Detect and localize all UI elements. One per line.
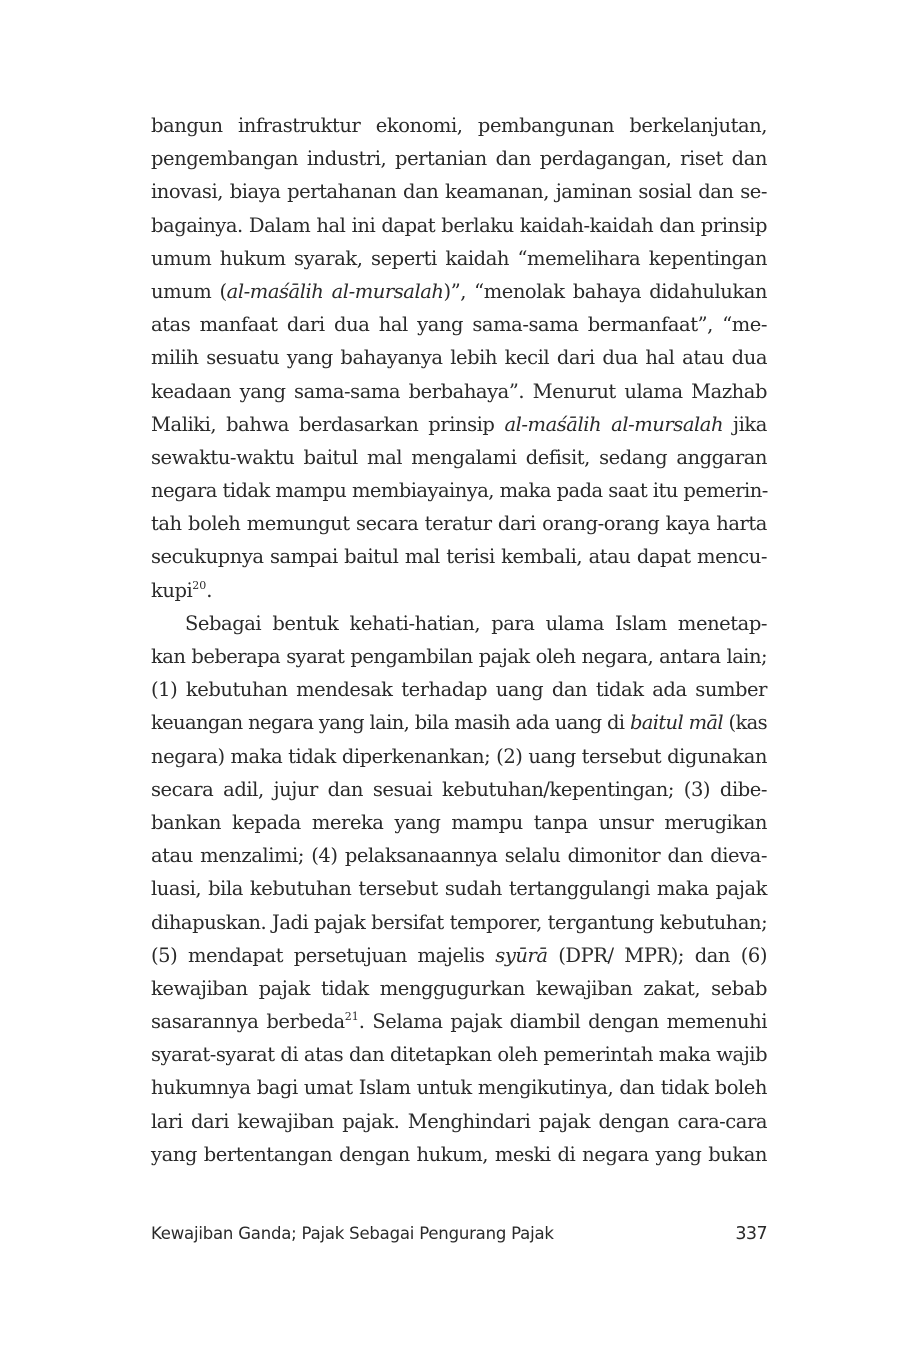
text-line xyxy=(151,1005,767,1038)
text-segment: (5) mendapat persetujuan majelis xyxy=(151,943,496,967)
text-line: yang bertentangan dengan hukum, meski di negara yang bukan xyxy=(151,1142,767,1166)
italic-term: syūrā xyxy=(495,943,548,967)
text-segment: jika xyxy=(723,412,767,436)
text-line xyxy=(151,939,767,972)
text-line: secara adil, jujur dan sesuai kebutuhan/kepentingan; (3) dibe- xyxy=(151,777,767,801)
text-line: atau menzalimi; (4) pelaksanaannya selalu dimonitor dan dieva- xyxy=(151,844,767,868)
body-text xyxy=(151,109,767,1171)
text-line xyxy=(151,706,767,739)
footnote-reference: 21 xyxy=(344,1010,359,1024)
paragraph xyxy=(151,109,767,607)
text-line: sewaktu-waktu baitul mal mengalami defisit, sedang anggaran xyxy=(151,445,767,469)
text-line: kewajiban pajak tidak menggugurkan kewajiban zakat, sebab xyxy=(151,976,767,1000)
text-line: umum hukum syarak, seperti kaidah “memelihara kepentingan xyxy=(151,246,767,270)
footnote-reference: 20 xyxy=(192,578,207,592)
text-line: Sebagai bentuk kehati-hatian, para ulama Islam menetap- xyxy=(185,611,767,635)
text-segment: kupi xyxy=(151,578,193,602)
text-line: tah boleh memungut secara teratur dari orang-orang kaya harta xyxy=(151,512,767,536)
italic-term: al-maśālih al-mursalah xyxy=(504,412,724,436)
page-footer xyxy=(151,1222,767,1246)
text-line xyxy=(151,275,767,308)
text-line: milih sesuatu yang bahayanya lebih kecil dari dua hal atau dua xyxy=(151,346,767,370)
text-segment: keuangan negara yang lain, bila masih ada uang di xyxy=(151,711,630,735)
paragraph xyxy=(151,607,767,1171)
text-line: syarat-syarat di atas dan ditetapkan oleh pemerintah maka wajib xyxy=(151,1043,768,1067)
text-line: keadaan yang sama-sama berbahaya”. Menurut ulama Mazhab xyxy=(151,379,767,403)
text-segment: (kas xyxy=(722,711,767,735)
text-line: luasi, bila kebutuhan tersebut sudah tertanggulangi maka pajak xyxy=(151,877,767,901)
text-line: bangun infrastruktur ekonomi, pembangunan berkelanjutan, xyxy=(151,114,767,137)
italic-term: al-maśālih al-mursalah xyxy=(226,279,444,303)
text-line: inovasi, biaya pertahanan dan keamanan, jaminan sosial dan se- xyxy=(151,180,767,204)
text-line: negara tidak mampu membiayainya, maka pada saat itu pemerin- xyxy=(151,479,768,503)
page-number: 337 xyxy=(735,1224,767,1244)
text-line: hukumnya bagi umat Islam untuk mengikutinya, dan tidak boleh xyxy=(151,1076,767,1100)
text-segment: . Selama pajak diambil dengan memenuhi xyxy=(358,1010,767,1034)
text-segment: (DPR/ MPR); dan (6) xyxy=(547,943,767,967)
text-line xyxy=(151,574,767,607)
text-line: negara) maka tidak diperkenankan; (2) uang tersebut digunakan xyxy=(151,744,767,768)
italic-term: baitul māl xyxy=(629,711,723,735)
text-line: lari dari kewajiban pajak. Menghindari pajak dengan cara-cara xyxy=(151,1109,767,1133)
text-line: atas manfaat dari dua hal yang sama-sama bermanfaat”, “me- xyxy=(151,313,767,337)
running-title: Kewajiban Ganda; Pajak Sebagai Pengurang Pajak xyxy=(151,1224,554,1243)
text-line xyxy=(151,408,767,441)
text-line: (1) kebutuhan mendesak terhadap uang dan tidak ada sumber xyxy=(151,678,767,702)
text-line: pengembangan industri, pertanian dan perdagangan, riset dan xyxy=(151,147,767,171)
text-line: kan beberapa syarat pengambilan pajak oleh negara, antara lain; xyxy=(151,645,767,668)
text-segment: . xyxy=(206,578,213,602)
text-line: bankan kepada mereka yang mampu tanpa unsur merugikan xyxy=(151,810,767,834)
text-segment: )”, “menolak bahaya didahulukan xyxy=(443,279,767,303)
text-line: dihapuskan. Jadi pajak bersifat temporer, tergantung kebutuhan; xyxy=(151,910,768,934)
text-segment: Maliki, bahwa berdasarkan prinsip xyxy=(151,412,505,436)
text-segment: umum ( xyxy=(151,279,227,303)
text-line: secukupnya sampai baitul mal terisi kembali, atau dapat mencu- xyxy=(151,545,767,569)
text-segment: sasarannya berbeda xyxy=(151,1010,345,1034)
text-line: bagainya. Dalam hal ini dapat berlaku kaidah-kaidah dan prinsip xyxy=(151,213,767,237)
